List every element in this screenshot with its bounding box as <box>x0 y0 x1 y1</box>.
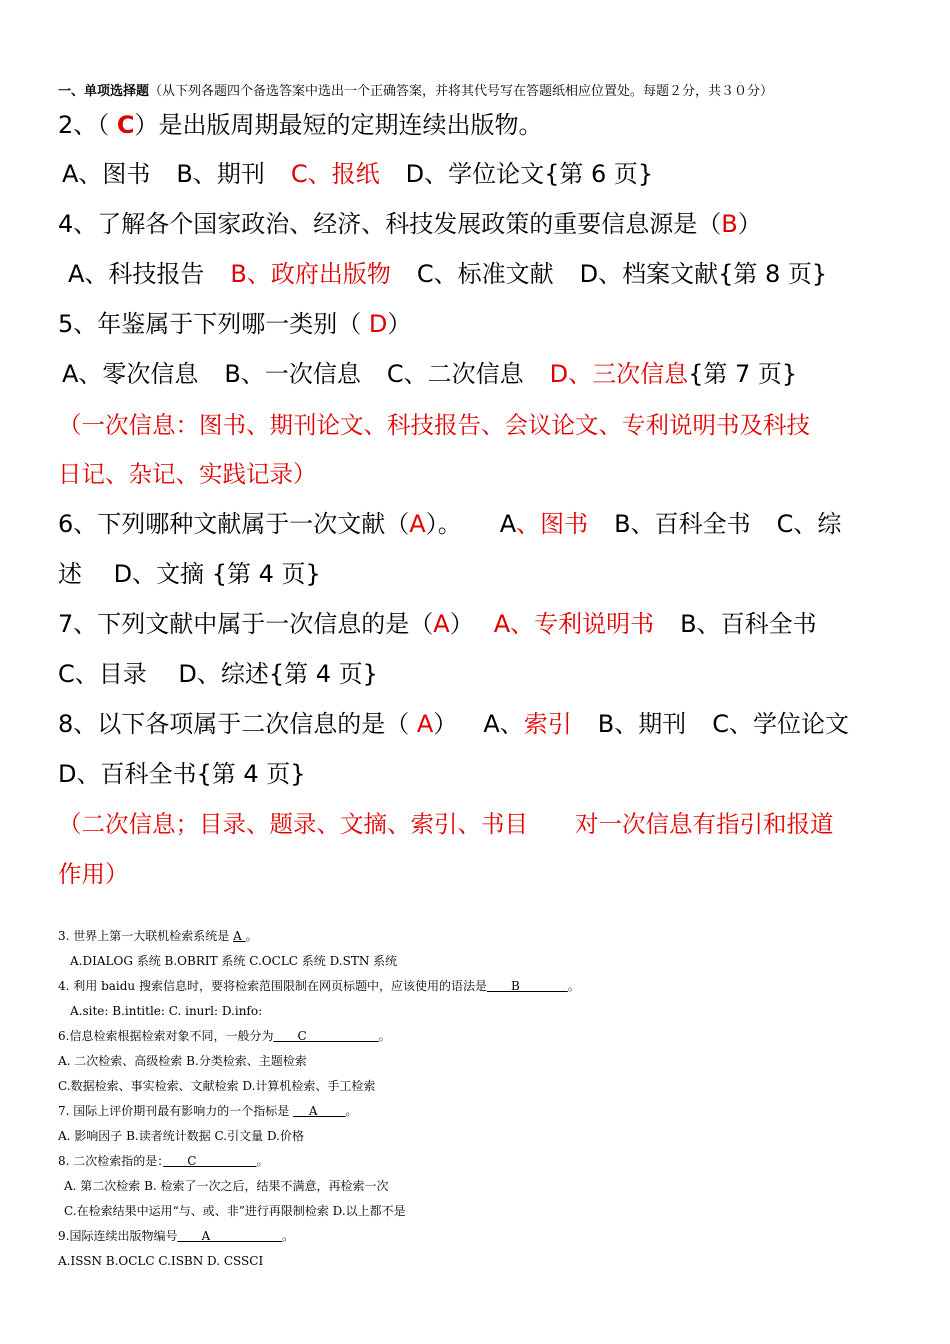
question-text: 8. 二次检索指的是： <box>58 1154 164 1168</box>
question-text: 2、（ <box>58 111 110 139</box>
option-b: B、百科全书 <box>614 510 751 538</box>
answer-mark: A <box>416 710 434 738</box>
option-b: B、百科全书 <box>680 610 817 638</box>
small-question-6-options-1: A. 二次检索、高级检索 B.分类检索、主题检索 <box>58 1054 307 1068</box>
question-2 <box>58 111 543 139</box>
option-a: A、零次信息 <box>62 360 199 388</box>
small-question-8-options-1: A. 第二次检索 B. 检索了一次之后，结果不满意，再检索一次 <box>64 1179 389 1193</box>
option-d-correct: D、三次信息 <box>549 360 689 388</box>
small-question-7 <box>58 1103 357 1119</box>
option-b: B、期刊 <box>176 160 265 188</box>
question-text: 7. 国际上评价期刊最有影响力的一个指标是 <box>58 1104 294 1118</box>
question-text: 8、以下各项属于二次信息的是（ <box>58 710 410 738</box>
question-6 <box>58 510 841 538</box>
option-c: C、标准文献 <box>416 260 554 288</box>
question-7 <box>58 610 817 638</box>
answer-mark: B <box>721 210 738 238</box>
question-end: 。 <box>378 1029 391 1043</box>
answer-mark: C <box>116 111 135 139</box>
question-8 <box>58 710 849 738</box>
question-text: ） <box>449 610 474 638</box>
question-text: ） <box>737 210 762 238</box>
answer-mark: A <box>433 610 450 638</box>
option-b: B、一次信息 <box>224 360 361 388</box>
question-text: ） <box>433 710 458 738</box>
answer-mark: A <box>409 510 426 538</box>
option-a-correct: 、图书 <box>516 510 589 538</box>
answer-blank: A <box>233 929 246 943</box>
page-ref: {第 7 页} <box>688 360 798 388</box>
option-c: C、二次信息 <box>386 360 524 388</box>
question-text: ）。 <box>425 510 462 538</box>
question-text: 6、下列哪种文献属于一次文献（ <box>58 510 410 538</box>
option-a-correct: 索引 <box>523 710 572 738</box>
note-primary-info-cont: 日记、杂记、实践记录） <box>58 460 317 488</box>
question-text: 3. 世界上第一大联机检索系统是 <box>58 929 234 943</box>
answer-blank: C <box>163 1154 257 1168</box>
question-text: 6.信息检索根据检索对象不同，一般分为 <box>58 1029 274 1043</box>
question-2-options <box>62 160 653 188</box>
section-title: 一、单项选择题 <box>58 84 150 99</box>
option-a: A、科技报告 <box>68 260 205 288</box>
question-text: 7、下列文献中属于一次信息的是（ <box>58 610 434 638</box>
question-4 <box>58 210 762 238</box>
option-c: C、学位论文 <box>712 710 849 738</box>
small-question-3 <box>58 928 258 944</box>
question-text: 9.国际连续出版物编号 <box>58 1229 178 1243</box>
question-end: 。 <box>567 979 580 993</box>
option-c-correct: C、报纸 <box>290 160 380 188</box>
question-text: ） <box>387 310 412 338</box>
option-b-correct: B、政府出版物 <box>230 260 391 288</box>
answer-blank: C <box>273 1029 379 1043</box>
small-question-6 <box>58 1028 391 1044</box>
small-question-8 <box>58 1153 268 1169</box>
small-question-3-options: A.DIALOG 系统 B.OBRIT 系统 C.OCLC 系统 D.STN 系统 <box>70 954 398 968</box>
question-4-options <box>68 260 827 288</box>
question-text: ）是出版周期最短的定期连续出版物。 <box>134 111 543 139</box>
question-7-cont: C、目录 D、综述{第 4 页} <box>58 660 378 688</box>
question-6-cont: 述 D、文摘 {第 4 页} <box>58 560 321 588</box>
option-c: C、综 <box>776 510 842 538</box>
option-d: D、档案文献{第 8 页} <box>579 260 828 288</box>
small-question-4-options: A.site: B.intitle: C. inurl: D.info: <box>70 1004 263 1018</box>
question-5 <box>58 310 411 338</box>
small-question-9-options: A.ISSN B.OCLC C.ISBN D. CSSCI <box>58 1254 264 1268</box>
option-d: D、学位论文{第 6 页} <box>405 160 654 188</box>
option-a: A、图书 <box>62 160 151 188</box>
question-text: 4、了解各个国家政治、经济、科技发展政策的重要信息源是（ <box>58 210 722 238</box>
note-secondary-info: （二次信息；目录、题录、文摘、索引、书目 对一次信息有指引和报道 <box>58 810 834 838</box>
answer-blank: A <box>177 1229 283 1243</box>
option-a-correct: A、专利说明书 <box>493 610 655 638</box>
answer-blank: B <box>486 979 568 993</box>
section-header <box>58 80 773 99</box>
option-a-letter: A <box>499 510 517 538</box>
small-question-4 <box>58 978 580 994</box>
small-question-9 <box>58 1228 294 1244</box>
question-8-cont: D、百科全书{第 4 页} <box>58 760 306 788</box>
answer-mark: D <box>368 310 388 338</box>
small-question-7-options: A. 影响因子 B.读者统计数据 C.引文量 D.价格 <box>58 1129 304 1143</box>
question-end: 。 <box>345 1104 358 1118</box>
answer-blank: A <box>293 1104 346 1118</box>
option-a-letter: A、 <box>483 710 524 738</box>
note-primary-info: （一次信息：图书、期刊论文、科技报告、会议论文、专利说明书及科技 <box>58 411 810 439</box>
question-5-options <box>62 360 797 388</box>
note-secondary-info-cont: 作用） <box>58 860 129 888</box>
option-b: B、期刊 <box>597 710 687 738</box>
question-text: 5、年鉴属于下列哪一类别（ <box>58 310 362 338</box>
question-text: 4. 利用 baidu 搜索信息时，要将检索范围限制在网页标题中，应该使用的语法是 <box>58 979 487 993</box>
section-instructions: （从下列各题四个备选答案中选出一个正确答案，并将其代号写在答题纸相应位置处。每题２分，共３０分） <box>149 84 774 99</box>
question-end: 。 <box>282 1229 295 1243</box>
question-end: 。 <box>256 1154 269 1168</box>
question-end: 。 <box>245 929 258 943</box>
small-question-6-options-2: C.数据检索、事实检索、文献检索 D.计算机检索、手工检索 <box>58 1079 376 1093</box>
small-question-8-options-2: C.在检索结果中运用“与、或、非”进行再限制检索 D.以上都不是 <box>64 1204 406 1218</box>
